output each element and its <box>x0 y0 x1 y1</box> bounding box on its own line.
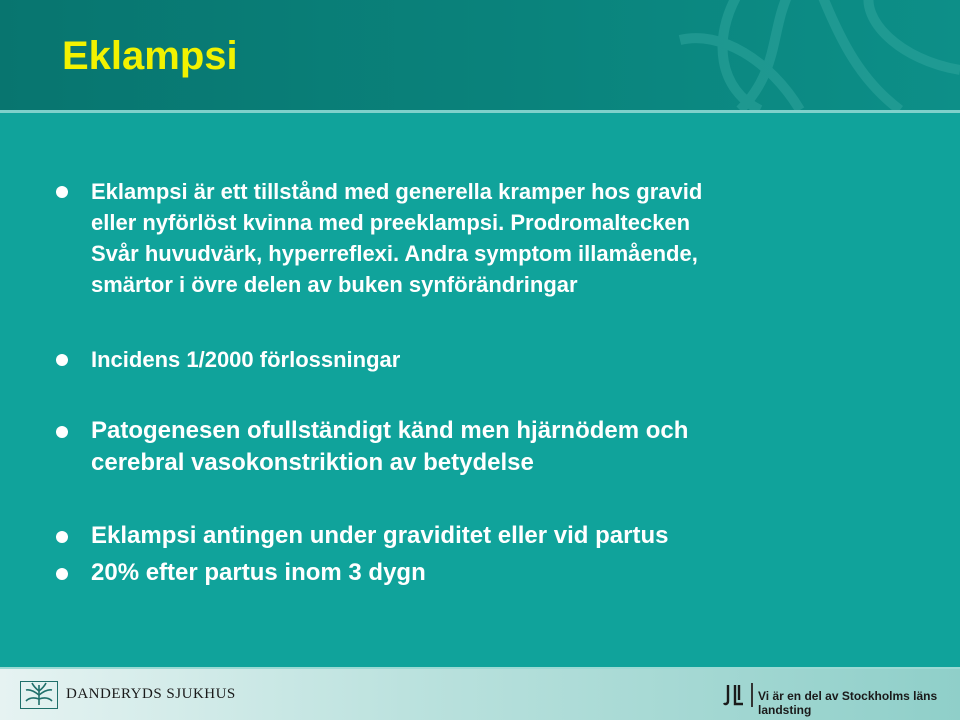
slide-title: Eklampsi <box>62 34 238 78</box>
bullet-item <box>56 557 936 589</box>
bullet-dot-icon <box>56 568 68 580</box>
footer-logo-divider <box>751 683 753 707</box>
organization-name: DANDERYDS SJUKHUS <box>66 686 236 702</box>
header-divider <box>0 110 960 113</box>
bullet-text-line: cerebral vasokonstriktion av betydelse <box>91 449 534 476</box>
bullet-dot-icon <box>56 354 68 366</box>
bullet-dot-icon <box>56 426 68 438</box>
bullet-text-line: eller nyförlöst kvinna med preeklampsi. Prodromaltecken <box>91 210 691 235</box>
bullet-item <box>56 415 936 479</box>
bullet-text-line: Patogenesen ofullständigt känd men hjärnödem och <box>91 417 689 444</box>
footer-tagline: Vi är en del av Stockholms läns landsting <box>758 689 938 717</box>
bullet-text-line: smärtor i övre delen av buken synförändringar <box>91 272 578 297</box>
footer-bar <box>0 669 960 720</box>
bullet-item <box>56 344 936 375</box>
bullet-text-line: Svår huvudvärk, hyperreflexi. Andra symptom illamående, <box>91 241 698 266</box>
bullet-list <box>56 176 936 589</box>
bullet-dot-icon <box>56 531 68 543</box>
bullet-dot-icon <box>56 186 68 198</box>
decorative-petals-icon <box>440 0 960 110</box>
header-band <box>0 0 960 110</box>
bullet-item <box>56 176 936 300</box>
bullet-text-line: Eklampsi är ett tillstånd med generella kramper hos gravid <box>91 179 703 204</box>
bullet-text-line: Incidens 1/2000 förlossningar <box>91 347 401 372</box>
danderyd-logo-icon <box>20 681 58 709</box>
bullet-item <box>56 520 936 552</box>
bullet-text-line: Eklampsi antingen under graviditet eller vid partus <box>91 522 669 549</box>
bullet-text-line: 20% efter partus inom 3 dygn <box>91 559 426 586</box>
sll-logo-icon <box>723 683 745 707</box>
